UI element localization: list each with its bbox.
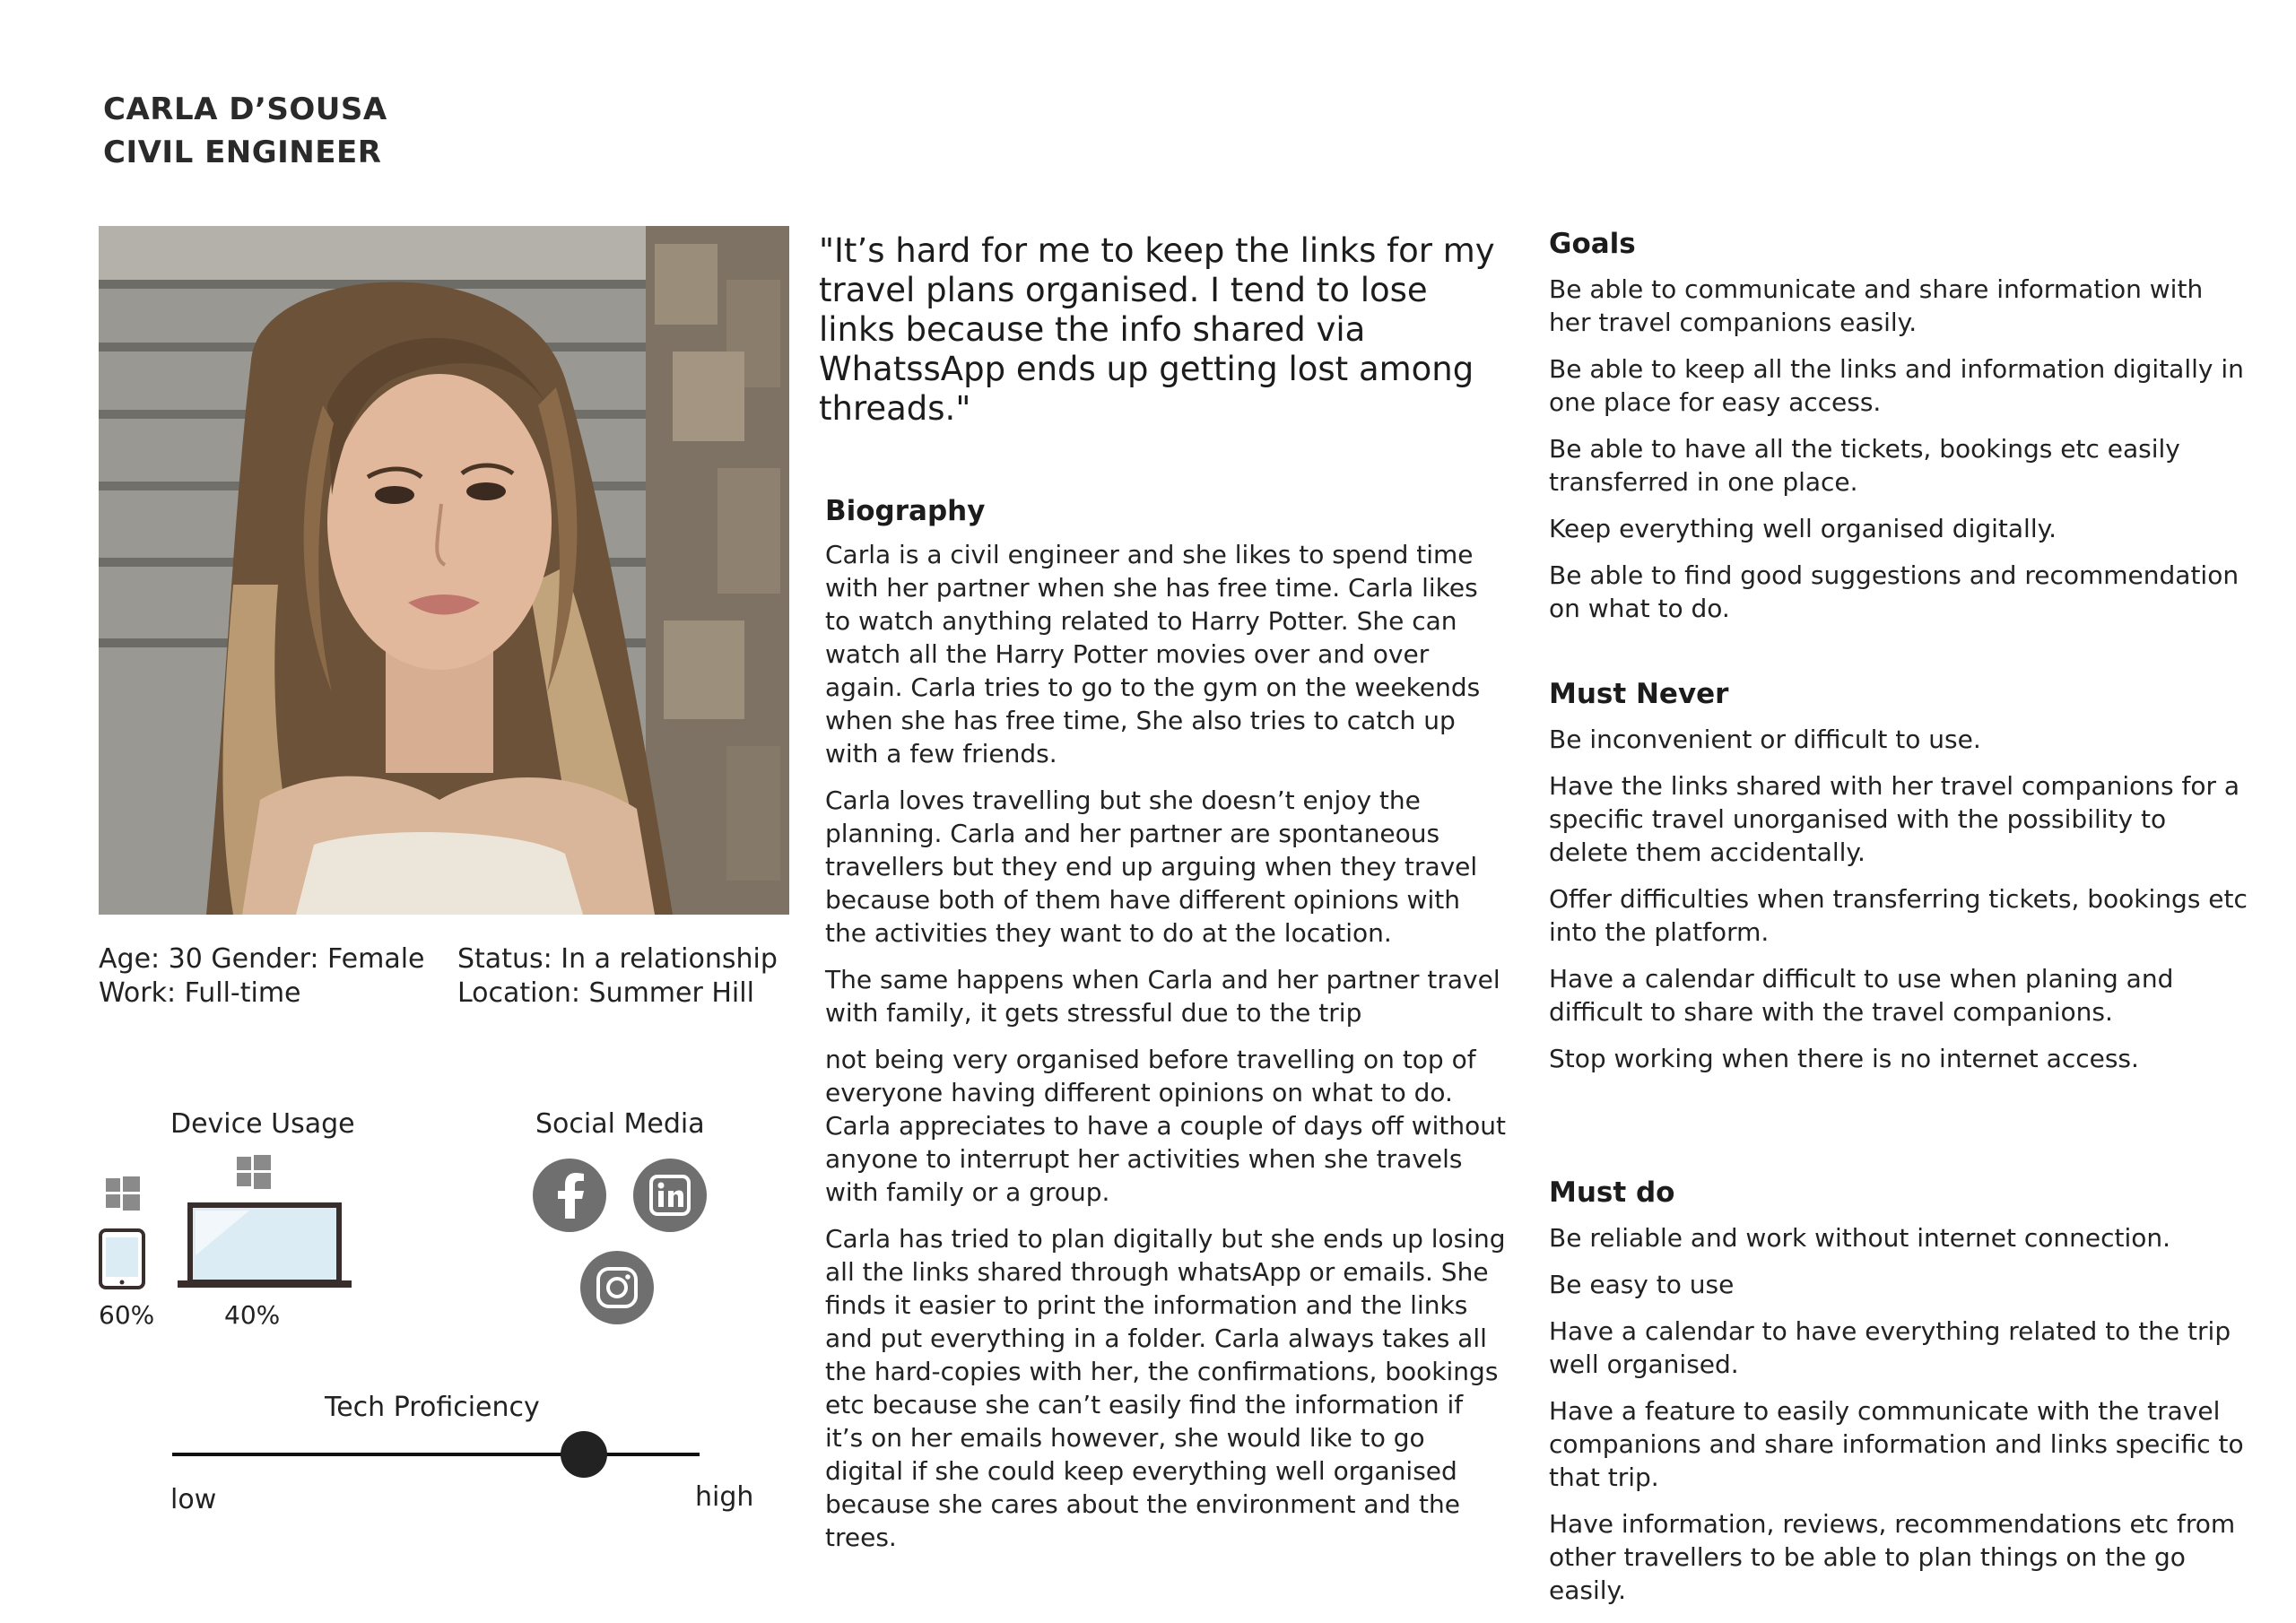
must-never-item: Stop working when there is no internet access. [1549, 1044, 2139, 1073]
goal-item: Be able to have all the tickets, bookings etc easily transferred in one place. [1549, 434, 2180, 497]
biography-text [825, 538, 1507, 1567]
must-do-item: Have information, reviews, recommendations etc from other travellers to be able to plan things on the go easily. [1549, 1509, 2236, 1605]
must-never-item: Have a calendar difficult to use when planing and difficult to share with the travel companions. [1549, 964, 2174, 1027]
linkedin-icon[interactable] [633, 1159, 707, 1232]
persona-role: CIVIL ENGINEER [103, 135, 382, 170]
device-usage-heading: Device Usage [170, 1108, 355, 1140]
must-do-item: Have a feature to easily communicate with the travel companions and share information and links specific to that trip. [1549, 1396, 2244, 1492]
biography-paragraph: not being very organised before travelling on top of everyone having different opinions on what to do. Carla appreciates to have a couple of days off without anyone to interrupt her activities when she travels with family or a group. [825, 1045, 1506, 1207]
phone-icon [99, 1228, 145, 1293]
must-do-section [1549, 1176, 2248, 1620]
goals-heading: Goals [1549, 228, 1636, 260]
must-never-section [1549, 678, 2248, 1089]
location: Location: Summer Hill [457, 977, 754, 1009]
goals-section [1549, 228, 2248, 638]
tech-proficiency-high-label: high [695, 1481, 754, 1513]
must-never-heading: Must Never [1549, 678, 1729, 710]
work-status: Work: Full-time [99, 977, 301, 1009]
age-gender: Age: 30 Gender: Female [99, 943, 425, 975]
goal-item: Keep everything well organised digitally. [1549, 514, 2057, 543]
phone-usage-percent: 60% [99, 1300, 155, 1330]
biography-paragraph: Carla loves travelling but she doesn’t enjoy the planning. Carla and her partner are spontaneous travellers but they end up arguing when they travel because both of them have different opinions with the activities they want to do at the location. [825, 785, 1478, 948]
windows-icon [106, 1176, 140, 1214]
must-do-item: Have a calendar to have everything related to the trip well organised. [1549, 1316, 2231, 1379]
goal-item: Be able to communicate and share information with her travel companions easily. [1549, 274, 2204, 337]
tech-proficiency-low-label: low [170, 1484, 217, 1515]
laptop-icon [178, 1202, 352, 1295]
goal-item: Be able to find good suggestions and recommendation on what to do. [1549, 560, 2239, 623]
goal-item: Be able to keep all the links and information digitally in one place for easy access. [1549, 354, 2244, 417]
biography-paragraph: Carla is a civil engineer and she likes to spend time with her partner when she has free time. Carla likes to watch anything related to Harry Potter. She can watch all the Harry Potter movies over and over again. Carla tries to go to the gym on the weekends when she has free time, She also tries to catch up with a few friends. [825, 540, 1481, 768]
instagram-icon[interactable] [580, 1251, 654, 1324]
biography-heading: Biography [825, 495, 986, 527]
tech-proficiency-heading: Tech Proficiency [325, 1392, 540, 1423]
windows-icon [237, 1155, 271, 1193]
must-do-item: Be reliable and work without internet connection. [1549, 1223, 2171, 1253]
facebook-icon[interactable] [533, 1159, 606, 1232]
must-do-heading: Must do [1549, 1176, 1675, 1209]
must-do-item: Be easy to use [1549, 1270, 1735, 1299]
tech-proficiency-knob [561, 1431, 607, 1478]
biography-paragraph: The same happens when Carla and her partner travel with family, it gets stressful due to the trip [825, 965, 1500, 1028]
must-never-item: Offer difficulties when transferring tickets, bookings etc into the platform. [1549, 884, 2248, 947]
persona-name: CARLA D’SOUSA [103, 91, 387, 127]
must-never-item: Have the links shared with her travel companions for a specific travel unorganised with the possibility to delete them accidentally. [1549, 771, 2240, 867]
persona-photo [99, 226, 789, 915]
laptop-usage-percent: 40% [224, 1300, 281, 1330]
biography-paragraph: Carla has tried to plan digitally but she ends up losing all the links shared through whatsApp or emails. She finds it easier to print the information and the links and put everything in a folder. Carla always takes all the hard-copies with her, the confirmations, bookings etc because she can’t easily find the information if it’s on her emails however, she would like to go digital if she could keep everything well organised because she cares about the environment and the trees. [825, 1224, 1506, 1552]
persona-quote: "It’s hard for me to keep the links for my travel plans organised. I tend to lose links because the info shared via WhatssApp ends up getting lost among threads." [819, 231, 1495, 428]
relationship-status: Status: In a relationship [457, 943, 778, 975]
social-media-heading: Social Media [535, 1108, 705, 1140]
tech-proficiency-track [172, 1453, 700, 1456]
must-never-item: Be inconvenient or difficult to use. [1549, 725, 1981, 754]
